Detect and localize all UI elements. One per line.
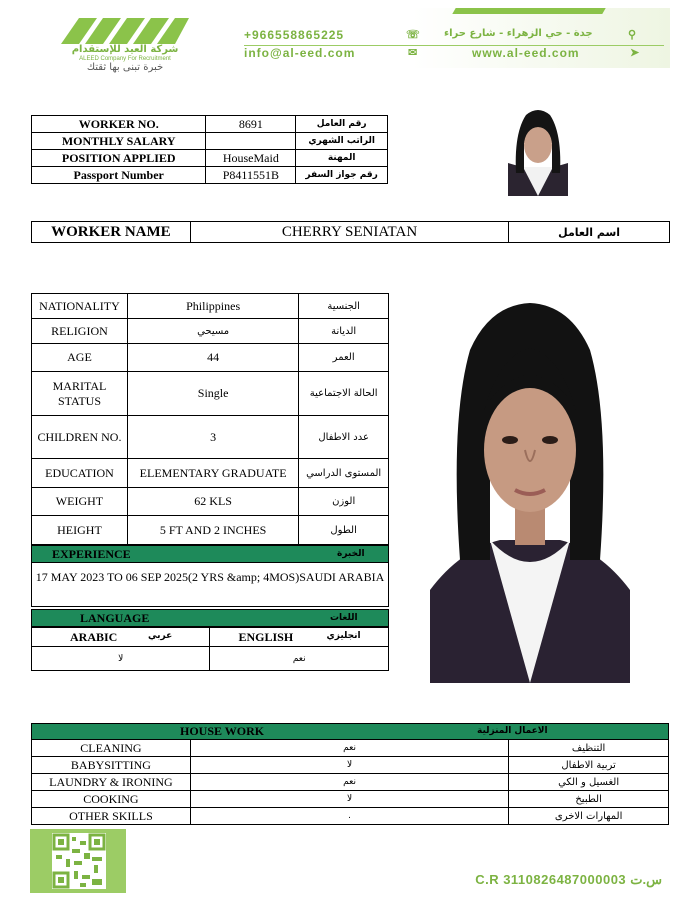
nationality-label: NATIONALITY [32,294,128,319]
education-label: EDUCATION [32,459,128,488]
table-row [32,488,389,516]
cleaning-label: CLEANING [32,740,191,757]
children-label: CHILDREN NO. [32,416,128,459]
table-row [32,133,388,150]
cooking-value: لا [190,791,508,808]
table-row [32,740,669,757]
age-value: 44 [127,344,298,372]
weight-value: 62 KLS [127,488,298,516]
address-text: جدة - حي الزهراء - شارع حراء [444,28,593,39]
table-row [32,372,389,416]
worker-name-value: CHERRY SENIATAN [190,222,508,243]
table-row [32,150,388,167]
housework-table [31,739,669,825]
age-label: AGE [32,344,128,372]
table-row [32,294,389,319]
other-skills-value: . [190,808,508,825]
experience-label-ar: الخبرة [337,549,365,559]
language-label: LANGUAGE [80,611,150,625]
mail-icon: ✉ [408,47,419,59]
arabic-value: لا [32,647,210,671]
table-row [32,167,388,184]
salary-label: MONTHLY SALARY [32,133,206,150]
website-text[interactable]: www.al-eed.com [472,46,580,60]
english-value: نعم [210,647,389,671]
email-text[interactable]: info@al-eed.com [244,46,356,60]
table-row [32,774,669,791]
height-label-ar: الطول [299,516,389,545]
worker-name-label: WORKER NAME [32,222,191,243]
table-row [32,116,388,133]
phone-text[interactable]: +966558865225 [244,28,345,42]
salary-label-ar: الراتب الشهري [296,133,388,150]
salary-value [206,133,296,150]
marital-status-label: MARITAL STATUS [32,372,128,416]
passport-label-ar: رقم جواز السفر [296,167,388,184]
worker-photo-small [478,103,598,196]
commercial-registration: C.R 3110826487000003 س.ت [475,872,662,887]
worker-no-label: WORKER NO. [32,116,206,133]
worker-details-table [31,293,389,545]
arabic-header-cell [32,628,210,647]
english-label-ar: انجليزي [326,631,361,641]
position-label: POSITION APPLIED [32,150,206,167]
cursor-icon: ➤ [630,47,641,59]
marital-status-value: Single [127,372,298,416]
table-row [32,222,670,243]
contact-line-1 [244,28,664,46]
language-table [31,627,389,671]
education-value: ELEMENTARY GRADUATE [127,459,298,488]
laundry-value: نعم [190,774,508,791]
english-label: ENGLISH [238,630,294,644]
cleaning-value: نعم [190,740,508,757]
contact-line-2 [244,46,664,64]
cleaning-label-ar: التنظيف [509,740,669,757]
passport-label: Passport Number [32,167,206,184]
other-skills-label-ar: المهارات الاخرى [509,808,669,825]
height-label: HEIGHT [32,516,128,545]
english-header-cell [210,628,389,647]
babysitting-value: لا [190,757,508,774]
table-row [32,344,389,372]
position-value: HouseMaid [206,150,296,167]
table-row [32,647,389,671]
experience-header [31,545,389,563]
table-row [32,808,669,825]
education-label-ar: المستوى الدراسي [299,459,389,488]
worker-name-label-ar: اسم العامل [509,222,670,243]
worker-name-table [31,221,670,243]
location-pin-icon: ⚲ [628,29,638,41]
worker-no-value: 8691 [206,116,296,133]
height-value: 5 FT AND 2 INCHES [127,516,298,545]
qr-code-pattern [52,833,106,889]
cooking-label-ar: الطبيخ [509,791,669,808]
housework-label: HOUSE WORK [180,724,265,738]
table-row [32,459,389,488]
experience-text: 17 MAY 2023 TO 06 SEP 2025(2 YRS &amp; 4MOS)SAUDI ARABIA [31,563,389,607]
religion-label: RELIGION [32,319,128,344]
worker-photo-large [430,300,630,683]
worker-summary-table [31,115,388,184]
table-row [32,791,669,808]
babysitting-label: BABYSITTING [32,757,191,774]
logo-stripes-icon [61,18,189,44]
arabic-label-ar: عربي [148,631,173,641]
other-skills-label: OTHER SKILLS [32,808,191,825]
logo-name-en: ALEED Company For Recruitment [79,56,171,62]
language-header [31,609,389,627]
header-accent-bar [452,8,605,14]
marital-status-label-ar: الحالة الاجتماعية [299,372,389,416]
children-label-ar: عدد الاطفال [299,416,389,459]
language-label-ar: اللغات [330,613,358,623]
whatsapp-icon: ☏ [406,29,421,41]
religion-label-ar: الديانة [299,319,389,344]
logo-name-ar: شركة العيد للإستقدام [71,44,179,55]
experience-label: EXPERIENCE [52,547,131,561]
religion-value: مسيحي [127,319,298,344]
table-row [32,416,389,459]
laundry-label-ar: الغسيل و الكي [509,774,669,791]
worker-no-label-ar: رقم العامل [296,116,388,133]
weight-label: WEIGHT [32,488,128,516]
passport-value: P8411551B [206,167,296,184]
nationality-value: Philippines [127,294,298,319]
logo-slogan: خبرة تبنى بها ثقتك [86,62,164,73]
nationality-label-ar: الجنسية [299,294,389,319]
laundry-label: LAUNDRY & IRONING [32,774,191,791]
position-label-ar: المهنة [296,150,388,167]
children-value: 3 [127,416,298,459]
babysitting-label-ar: تربية الاطفال [509,757,669,774]
arabic-label: ARABIC [70,630,118,644]
table-row [32,628,389,647]
cooking-label: COOKING [32,791,191,808]
housework-label-ar: الاعمال المنزلية [477,726,548,736]
age-label-ar: العمر [299,344,389,372]
table-row [32,757,669,774]
weight-label-ar: الوزن [299,488,389,516]
qr-code[interactable] [30,829,126,893]
company-logo [55,18,195,73]
housework-header [31,723,669,740]
letterhead [0,0,682,82]
contact-band [240,8,670,68]
table-row [32,319,389,344]
table-row [32,516,389,545]
